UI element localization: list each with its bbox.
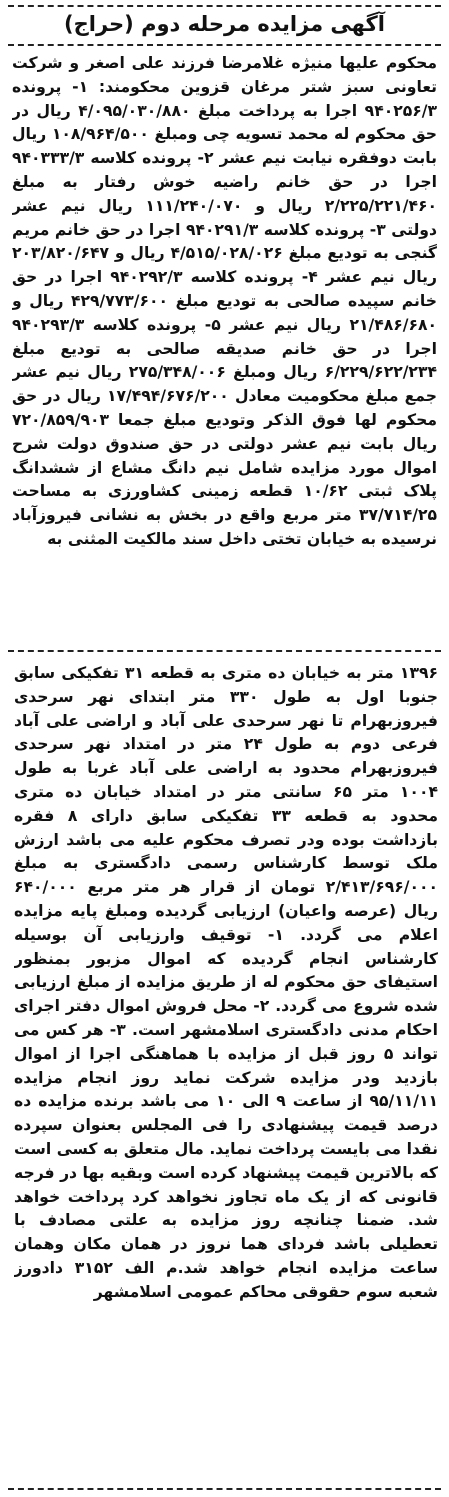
title-dashed-divider bbox=[8, 44, 441, 46]
middle-dashed-divider bbox=[8, 650, 441, 652]
notice-title: آگهی مزایده مرحله دوم (حراج) bbox=[64, 12, 385, 36]
notice-body-column-1: محکوم علیها منیژه غلامرضا فرزند علی اصغر و شرکت تعاونی سبز شتر مرغان قزوین محکومند: ۱- پرونده ۹۴۰۲۵۶/۳ اجرا به پرداخت مبلغ ۴/۰۹۵/۰۳۰/۸۸۰ ریال در حق محکوم له محمد تسویه چی ومبلغ ۱۰۸/۹۶۴/۵۰۰ ریال بابت دوفقره نیابت نیم عشر ۲- پرونده کلاسه ۹۴۰۳۳۳/۳ اجرا در حق خانم راضیه خوش رفتار به مبلغ ۲/۲۲۵/۲۲۱/۴۶۰ ریال و ۱۱۱/۲۴۰/۰۷۰ ریال نیم عشر دولتی ۳- پرونده کلاسه ۹۴۰۲۹۱/۳ اجرا در حق خانم مریم گنجی به تودیع مبلغ ۴/۵۱۵/۰۲۸/۰۲۶ ریال و ۲۰۳/۸۲۰/۶۴۷ ریال نیم عشر ۴- پرونده کلاسه ۹۴۰۲۹۲/۳ اجرا در حق خانم سپیده صالحی به تودیع مبلغ ۴۲۹/۷۷۳/۶۰۰ ریال و ۲۱/۴۸۶/۶۸۰ ریال نیم عشر ۵- پرونده کلاسه ۹۴۰۲۹۳/۳ اجرا در حق خانم صدیقه صالحی به تودیع مبلغ ۶/۲۲۹/۶۲۲/۲۳۴ ریال ومبلغ ۲۷۵/۳۴۸/۰۰۶ ریال نیم عشر جمع مبلغ محکومیت معادل ۱۷/۴۹۴/۶۷۶/۲۰۰ ریال در حق محکوم لها فوق الذکر وتودیع مبلغ جمعا ۷۲۰/۸۵۹/۹۰۳ ریال بابت نیم عشر دولتی در حق صندوق دولت شرح اموال مورد مزایده شامل نیم دانگ مشاع از ششدانگ پلاک ثبتی ۱۰/۶۲ قطعه زمینی کشاورزی به مساحت ۳۷/۷۱۴/۲۵ متر مربع واقع در بخش به نشانی فیروزآباد نرسیده به خیابان تختی داخل سند مالکیت المثنی به bbox=[12, 54, 437, 548]
bottom-dashed-divider bbox=[8, 1488, 441, 1490]
notice-body-column-2: ۱۳۹۶ متر به خیابان ده متری به قطعه ۳۱ تفکیکی سابق جنوبا اول به طول ۳۳۰ متر ابتدای نهر سرحدی فیروزبهرام تا نهر سرحدی علی آباد و اراضی علی آباد فرعی دوم به طول ۲۴ متر در امتداد نهر سرحدی فیروزبهرام محدود به اراضی علی آباد غربا به طول ۱۰۰۴ متر ۶۵ سانتی متر در امتداد خیابان ده متری محدود به قطعه ۳۳ تفکیکی سابق دارای ۸ فقره بازداشت بوده ودر تصرف محکوم علیه می باشد ارزش ملک توسط کارشناس رسمی دادگستری به مبلغ ۲/۴۱۳/۶۹۶/۰۰۰ تومان از قرار هر متر مربع ۶۴۰/۰۰۰ ریال (عرصه واعیان) ارزیابی گردیده ومبلغ پایه مزایده اعلام می گردد. ۱- توقیف وارزیابی آن بوسیله کارشناس انجام گردیده که اموال مزبور بمنظور استیفای حق محکوم له از طریق مزایده از مبلغ ارزیابی شده شروع می گردد. ۲- محل فروش اموال دفتر اجرای احکام مدنی دادگستری اسلامشهر است. ۳- هر کس می تواند ۵ روز قبل از مزایده با هماهنگی اجرا از اموال بازدید ودر مزایده شرکت نماید روز انجام مزایده ۹۵/۱۱/۱۱ از ساعت ۹ الی ۱۰ می باشد برنده مزایده ده درصد قیمت پیشنهادی را فی المجلس بعنوان سپرده نقدا می بایست پرداخت نماید. مال متعلق به کسی است که بالاترین قیمت پیشنهاد کرده است وبقیه بها در فرجه قانونی که از یک ماه تجاوز نخواهد کرد پرداخت خواهد شد. ضمنا چنانچه روز مزایده به علتی مصادف با تعطیلی باشد فردای هما نروز در همان مکان وهمان ساعت مزایده انجام خواهد شد.م الف ۳۱۵۲ دادورز شعبه سوم حقوقی محاکم عمومی اسلامشهر bbox=[14, 664, 438, 1301]
column-fade bbox=[0, 618, 449, 642]
top-dashed-divider bbox=[8, 5, 441, 7]
